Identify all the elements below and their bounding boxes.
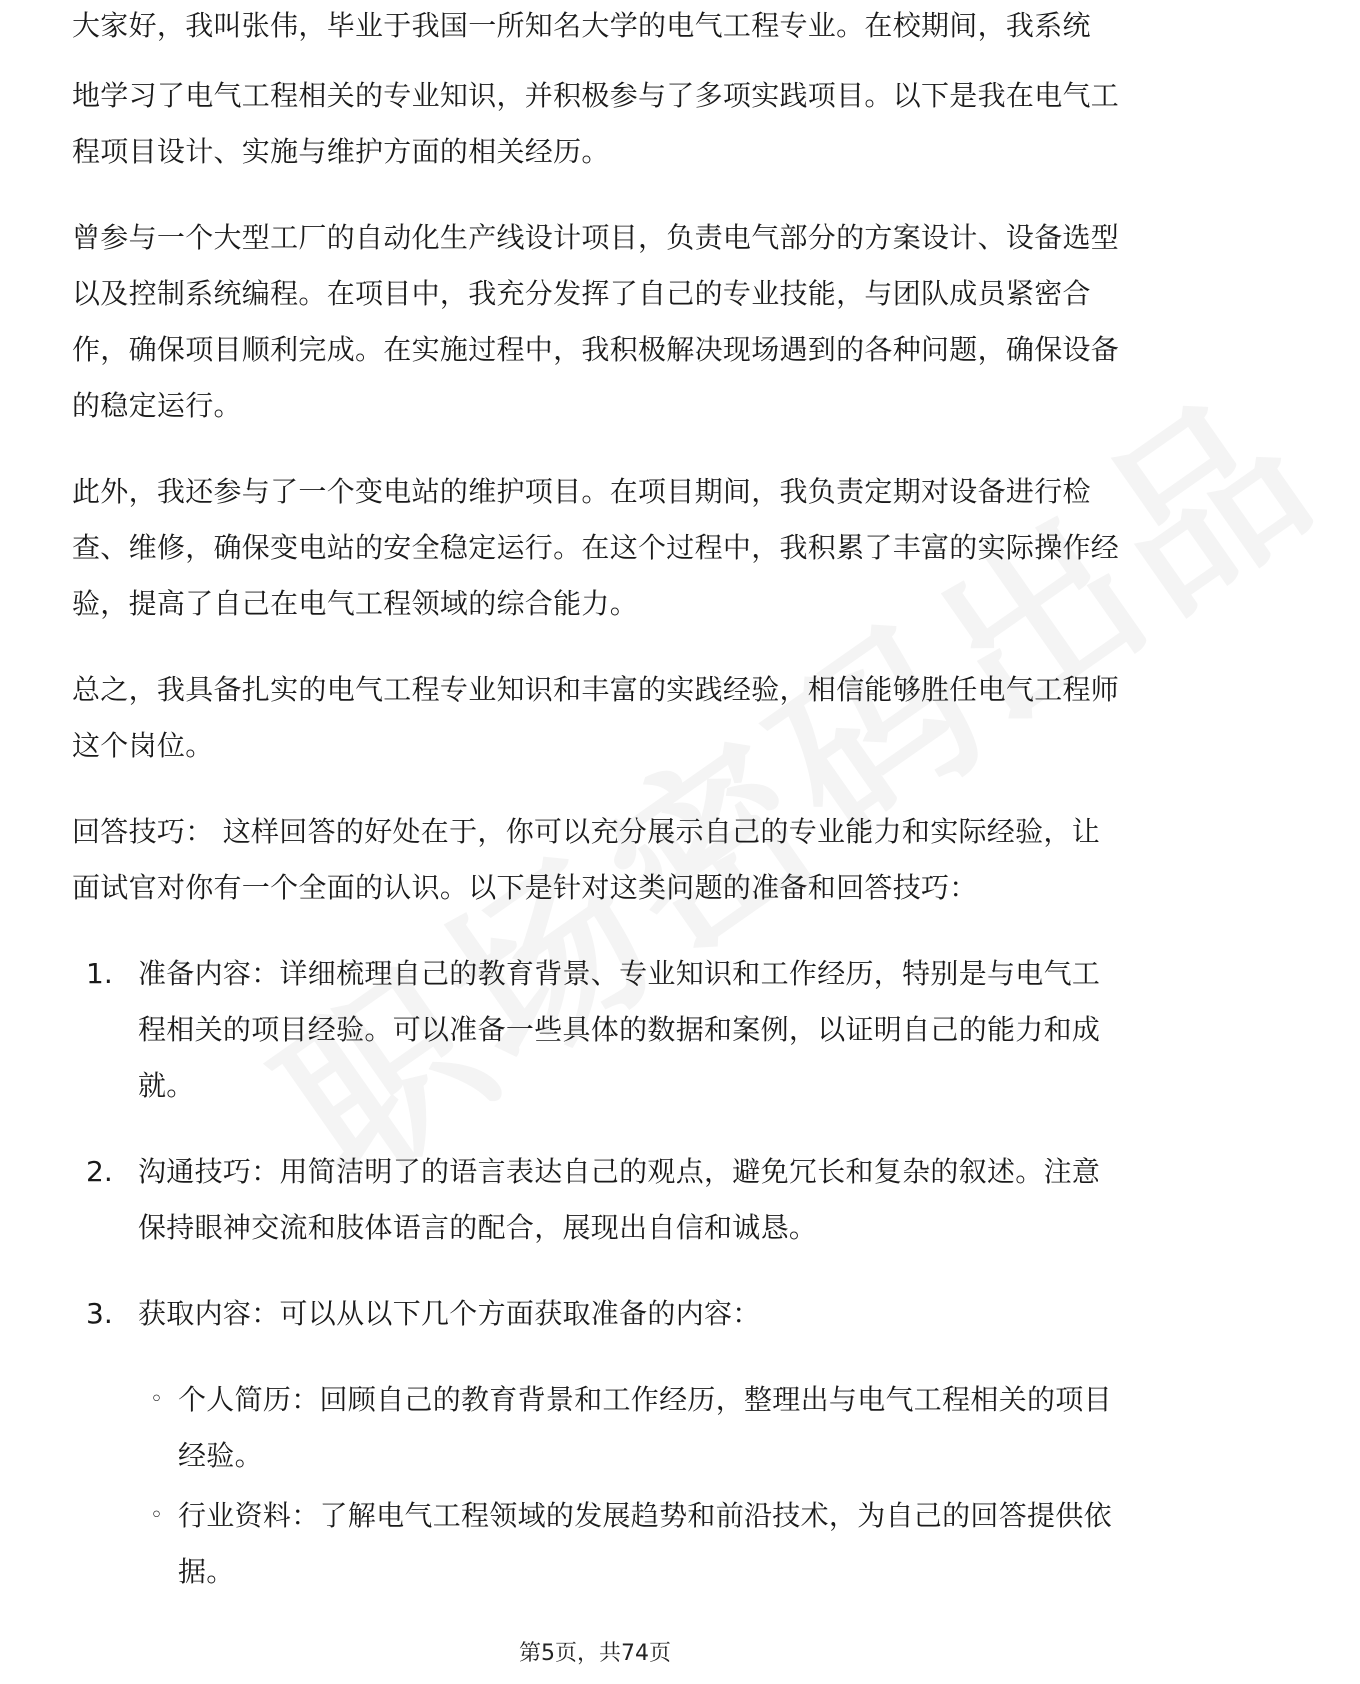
circle-bullet-icon: ◦ — [150, 1387, 163, 1412]
paragraph-intro: 地学习了电气工程相关的专业知识，并积极参与了多项实践项目。以下是我在电气工程项目设计、实施与维护方面的相关经历。 — [72, 79, 1120, 168]
document-body — [72, 9, 1122, 1604]
numbered-list — [72, 946, 1122, 1342]
list-item-text: 准备内容：详细梳理自己的教育背景、专业知识和工作经历，特别是与电气工程相关的项目经验。可以准备一些具体的数据和案例，以证明自己的能力和成就。 — [138, 957, 1101, 1102]
list-item-text: 行业资料：了解电气工程领域的发展趋势和前沿技术，为自己的回答提供依据。 — [178, 1499, 1112, 1588]
list-number: 3. — [86, 1297, 113, 1330]
list-item — [72, 1286, 1122, 1342]
circle-bullet-icon: ◦ — [150, 1503, 163, 1528]
paragraph-summary: 总之，我具备扎实的电气工程专业知识和丰富的实践经验，相信能够胜任电气工程师这个岗位。 — [72, 673, 1120, 762]
paragraph-factory-project: 曾参与一个大型工厂的自动化生产线设计项目，负责电气部分的方案设计、设备选型以及控制系统编程。在项目中，我充分发挥了自己的专业技能，与团队成员紧密合作，确保项目顺利完成。在实施过程中，我积极解决现场遇到的各种问题，确保设备的稳定运行。 — [72, 221, 1120, 422]
page-number-footer: 第5页，共74页 — [519, 1641, 671, 1666]
list-number: 2. — [86, 1155, 113, 1188]
cut-off-first-line — [72, 9, 1122, 68]
paragraph-substation-project: 此外，我还参与了一个变电站的维护项目。在项目期间，我负责定期对设备进行检查、维修，确保变电站的安全稳定运行。在这个过程中，我积累了丰富的实际操作经验，提高了自己在电气工程领域的综合能力。 — [72, 475, 1120, 620]
list-item — [150, 1372, 1122, 1484]
bullet-list — [72, 1372, 1122, 1600]
list-item — [150, 1488, 1122, 1600]
list-item — [72, 1144, 1122, 1256]
list-item-text: 个人简历：回顾自己的教育背景和工作经历，整理出与电气工程相关的项目经验。 — [178, 1383, 1112, 1472]
paragraph-answer-tips: 回答技巧： 这样回答的好处在于，你可以充分展示自己的专业能力和实际经验，让面试官对你有一个全面的认识。以下是针对这类问题的准备和回答技巧： — [72, 815, 1101, 904]
paragraph-cut-top: 大家好，我叫张伟，毕业于我国一所知名大学的电气工程专业。在校期间，我系统 — [72, 9, 1091, 42]
list-item-text: 获取内容：可以从以下几个方面获取准备的内容： — [138, 1297, 761, 1330]
list-number: 1. — [86, 957, 113, 990]
list-item-text: 沟通技巧：用简洁明了的语言表达自己的观点，避免冗长和复杂的叙述。注意保持眼神交流和肢体语言的配合，展现出自信和诚恳。 — [138, 1155, 1101, 1244]
list-item — [72, 946, 1122, 1114]
